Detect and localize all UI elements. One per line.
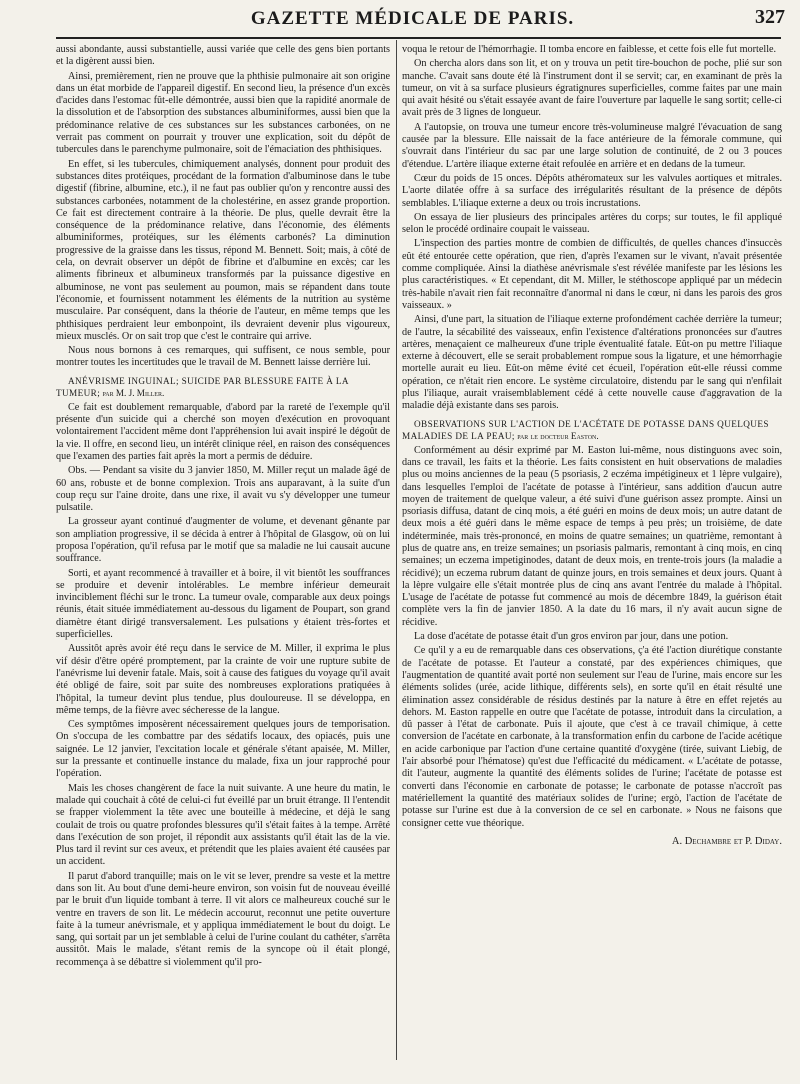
paragraph: Mais les choses changèrent de face la nuit suivante. A une heure du matin, le malade qui couchait à côté de celui-ci fut éveillé par un bruit étrange. Il l'entendit se frapper violemment la tête avec une bouteille à médecine, et déjà le sang coulait de trois ou quatre profondes blessures qu'il s'était faites à la tempe. Arrêté dans l'exécution de son projet, il répondit aux assistants qu'il était las de la vie. Plus tard il revint sur ces aveux, et prétendit que les plaies avaient été causées par un accident.: [56, 782, 390, 868]
page-number: 327: [755, 6, 785, 28]
page-header: [40, 6, 785, 32]
paragraph: L'inspection des parties montre de combien de difficultés, de quelles chances d'insuccès eût été entourée cette opération, que rien, d'après l'examen sur le vivant, n'avait présentée comme compliquée. Ainsi la diathèse anévrismale s'est révélée manifeste par les lésions les plus caractéristiques. « Et cependant, dit M. Miller, le stéthoscope appliqué par un médecin très-habile n'avait rien fait reconnaître d'anormal ni dans le cœur, ni dans les parois des gros vaisseaux. »: [402, 238, 782, 311]
paragraph: Ce fait est doublement remarquable, d'abord par la rareté de l'exemple qu'il présente d'un suicide qui a cherché son moyen d'exécution en provoquant volontairement l'accident même dont l'appréhension lui avait inspiré le dégoût de la vie. Il offre, en second lieu, un intérêt clinique réel, en raison des conséquences que l'examen des parties fait après la mort a permis de déduire.: [56, 401, 390, 462]
article-title: OBSERVATIONS SUR L'ACTION DE L'ACÉTATE DE POTASSE DANS QUELQUES MALADIES DE LA PEAU;: [402, 418, 769, 441]
paragraph: A l'autopsie, on trouva une tumeur encore très-volumineuse malgré l'évacuation de sang causée par la blessure. Elle naissait de la face antérieure de la fémorale commune, qui s'ouvrait dans l'intérieur du sac par une large solution de continuité, de 2 ou 3 pouces d'étendue. L'artère iliaque externe était refoulée en arrière et en dedans de la tumeur.: [402, 121, 782, 170]
header-rule: [56, 37, 781, 39]
article-author: par le docteur Easton.: [517, 430, 599, 441]
paragraph: Ce qu'il y a eu de remarquable dans ces observations, ç'a été l'action diurétique constante de l'acétate de potasse. Et l'auteur a constaté, par des expériences chimiques, que l'augmentation de quantité avait porté non seulement sur l'eau de l'urine, mais encore sur les éléments solides (urée, acide lithique, différents sels), en sorte qu'il en était résulté une élimination assez considérable de résidus destinés par la nature à être en effet rejetés au dehors. M. Easton rappelle en outre que l'acétate de potasse, introduit dans la circulation, a dû passer à l'état de carbonate. Puis il ajoute, que c'est à ce travail chimique, à cette conversion de l'acétate en carbonate, à la transformation enfin du carbone de l'acide acétique en acide carbonique par l'action d'une certaine quantité d'oxygène (tirée, suivant Liebig, de l'air absorbé pour l'hématose) qu'est due l'efficacité du médicament. « L'acétate de potasse, dit l'auteur, augmente la quantité des éléments solides de l'urine; l'acétate de potasse est converti dans l'économie en carbonate de potasse; le carbonate de potasse n'accroît pas matériellement la quantité des matériaux solides de l'urine; ergò, l'action de l'acétate de potasse sur l'urine est due à la conversion de ce sel en carbonate. » Nous ne faisons que consigner cette vue théorique.: [402, 645, 782, 829]
paragraph: On chercha alors dans son lit, et on y trouva un petit tire-bouchon de poche, plié sur son manche. C'avait sans doute été là l'instrument dont il se servit; car, en examinant de près la tumeur, on vit à sa surface plusieurs égratignures superficielles, comme faites par une main qui avait hésité ou s'était essayée avant de faire l'ouverture par laquelle le sang sortit; celle-ci avait près de 3 lignes de longueur.: [402, 58, 782, 119]
paragraph: Sorti, et ayant recommencé à travailler et à boire, il vit bientôt les souffrances se produire et devenir intolérables. Le membre inférieur demeurait invinciblement fléchi sur le tronc. La tumeur ovale, comparable aux deux poings réunis, était située immédiatement au-dessous du ligament de Poupart, son grand diamètre étant dirigé transversalement. Les pulsations y étaient très-fortes et superficielles.: [56, 567, 390, 641]
paragraph: En effet, si les tubercules, chimiquement analysés, donnent pour produit des substances dites protéiques, procédant de la formation d'albuminose dans le tube digestif (fibrine, albumine, etc.), il ne faut pas oublier qu'on y rencontre aussi des substances carbonées, notamment de la cholestérine, en assez grande proportion. Ce fait est directement contraire à la théorie. De plus, quelle devrait être la conséquence de la prédominance relative, dans l'économie, des éléments albuminiformes, protéiques, sur les éléments carbonés? La diminution progressive de la graisse dans les tissus, répond M. Bennett. Soit; mais, à côté de cela, on devrait observer un dépôt de fibrine et d'albumine en excès; car les aliments fibrineux et albumineux transformés par la puissance digestive en albuminose, ne vont pas seulement au poumon, mais se répandent dans toute l'économie, et fournissent notamment les éléments de la nutrition au système musculaire. Par conséquent, dans la théorie de l'auteur, en même temps que les phthisiques perdraient leur embonpoint, ils devraient devenir plus vigoureux, mieux musclés. Or on sait trop que c'est le contraire qui arrive.: [56, 158, 390, 342]
article-heading: [56, 375, 390, 399]
right-column: [402, 44, 782, 1060]
journal-title: GAZETTE MÉDICALE DE PARIS.: [250, 8, 575, 29]
paragraph: Obs. — Pendant sa visite du 3 janvier 1850, M. Miller reçut un malade âgé de 60 ans, robuste et de bonne complexion. Trois ans auparavant, à la suite d'un coup reçu sur l'aine droite, dans une rixe, il avait vu s'y développer une tumeur pulsatile.: [56, 465, 390, 514]
left-column: [56, 44, 390, 1060]
paragraph: On essaya de lier plusieurs des principales artères du corps; sur toutes, le fil appliqué selon le procédé ordinaire coupait le vaisseau.: [402, 211, 782, 236]
paragraph: Conformément au désir exprimé par M. Easton lui-même, nous distinguons avec soin, dans ce travail, les faits et la théorie. Les faits consistent en huit observations de maladies plus ou moins anciennes de la peau (5 psoriasis, 2 eczéma impétigineux et 1 lèpre vulgaire), dans lesquelles l'emploi de l'acétate de potasse à l'intérieur, sans addition d'aucun autre moyen de traitement de quelque valeur, a été suivi d'une guérison assez prompte. Ainsi un psoriasis diffusa, datant de cinq mois, a été guéri en moins de deux mois; un autre datant de deux mois a été guéri dans le même espace de temps à peu près; un troisième, de date indéterminée, mais très-prononcé, en moins de quatre semaines; un quatrième, remontant à plus de quatre ans, en treize semaines; un psoriasis palmaris, remontant à cinq mois, en cinq semaines; un eczema impetiginodes, datant de deux mois, en trente-trois jours (la maladie a récidivé); un eczema rubrum datant de quinze jours, en trois semaines et deux jours. Quant à la lèpre vulgaire elle s'était montrée plus de cinq ans avant l'entrée du malade à l'hôpital. L'usage de l'acétate de potasse fut commencé au mois de décembre 1849, la guérison était complète vers la fin de janvier 1850. A la date du 16 mars, il n'y avait aucun signe de récidive.: [402, 444, 782, 628]
paragraph: voqua le retour de l'hémorrhagie. Il tomba encore en faiblesse, et cette fois elle fut mortelle.: [402, 44, 777, 55]
paragraph: aussi abondante, aussi substantielle, aussi variée que celle des gens bien portants et la digèrent aussi bien.: [56, 44, 390, 68]
signature: A. Dechambre et P. Diday.: [671, 835, 782, 847]
paragraph: La grosseur ayant continué d'augmenter de volume, et devenant gênante par son ampliation progressive, il se décida à entrer à l'hôpital de Glasgow, où on lui proposa l'opération, qu'il refusa par le motif que sa maladie ne lui causait aucune souffrance.: [56, 516, 390, 565]
paragraph: Ainsi, d'une part, la situation de l'iliaque externe profondément cachée derrière la tumeur; de l'autre, la sécabilité des vaisseaux, enfin l'existence d'altérations prononcées sur d'autres artères, menaçaient ce malheureux d'une triple éventualité fatale. Eût-on pu mettre l'iliaque externe à découvert, elle se serait probablement rompue sous la ligature, et une hémorrhagie mortelle aurait eu lieu. Eût-on même évité cet écueil, l'opération eût-elle réussi comme opération, ce n'était rien encore. Le système circulatoire, distendu par le sang qui n'enfilait plus l'iliaque, aurait vraisemblablement cédé à cette nouvelle cause d'aggravation de la maladie déjà existante dans ses parois.: [402, 314, 782, 412]
paragraph: Cœur du poids de 15 onces. Dépôts athéromateux sur les valvules aortiques et mitrales. L'aorte dilatée offre à sa surface des irrégularités résultant de la présence de dépôts semblables. L'iliaque externe a deux ou trois incrustations.: [402, 172, 782, 209]
article-heading: [402, 418, 782, 442]
article-author: par M. J. Miller.: [102, 387, 165, 398]
paragraph: Nous nous bornons à ces remarques, qui suffisent, ce nous semble, pour montrer toutes les incertitudes que le travail de M. Bennett laisse derrière lui.: [56, 345, 390, 369]
paragraph: Il parut d'abord tranquille; mais on le vit se lever, prendre sa veste et la mettre dans son lit. Au bout d'une demi-heure environ, son voisin fut de nouveau éveillé par le bruit d'un liquide tombant à terre. Il vit alors ce malheureux couché sur le ventre en travers de son lit. Le médecin accourut, reconnut une petite ouverture faite à la tumeur anévrismale, et y appliqua immédiatement le bout du doigt. Le sang, qui sortait par un jet semblable à celui de l'urine coulant du cathéter, s'arrêta aussitôt. Mais le malade, s'étant remis de la syncope où il était plongé, recommença à se débattre si violemment qu'il pro-: [56, 870, 390, 968]
paragraph: Aussitôt après avoir été reçu dans le service de M. Miller, il exprima le plus vif désir d'être opéré promptement, par la crainte de voir une rupture subite de l'anévrisme lui devenir fatale. Mais, soit à cause des fatigues du voyage qu'il avait été obligé de faire, soit par suite des nombreuses explorations pratiquées à l'hôpital, la tumeur devint plus tendue, plus douloureuse. Il se développa, en même temps, de la fièvre avec sécheresse de la langue.: [56, 643, 390, 716]
paragraph: Ainsi, premièrement, rien ne prouve que la phthisie pulmonaire ait son origine dans un état morbide de l'appareil digestif. En second lieu, la présence d'un excès d'acides dans l'estomac fût-elle démontrée, aussi bien que la rapidité anormale de la dissolution et de l'absorption des substances albuminiformes, aussi bien que la prédominance relative de ces substances sur les substances carbonées, on ne verrait pas comment on pourrait y trouver une explication, soit du dépôt de tubercules dans le parenchyme pulmonaire, soit de l'émaciation des phthisiques.: [56, 70, 390, 156]
paragraph: La dose d'acétate de potasse était d'un gros environ par jour, dans une potion.: [414, 631, 729, 643]
paragraph: Ces symptômes imposèrent nécessairement quelques jours de temporisation. On s'occupa de les combattre par des sédatifs locaux, des opiacés, puis une saignée. Le 12 janvier, l'excitation locale et générale s'étant apaisée, M. Miller, sur la pressante et continuelle instance du malade, fixa un jour rapproché pour l'opération.: [56, 719, 390, 780]
column-divider: [396, 40, 397, 1060]
article-title: ANÉVRISME INGUINAL; SUICIDE PAR BLESSURE FAITE À LA TUMEUR;: [56, 375, 349, 398]
